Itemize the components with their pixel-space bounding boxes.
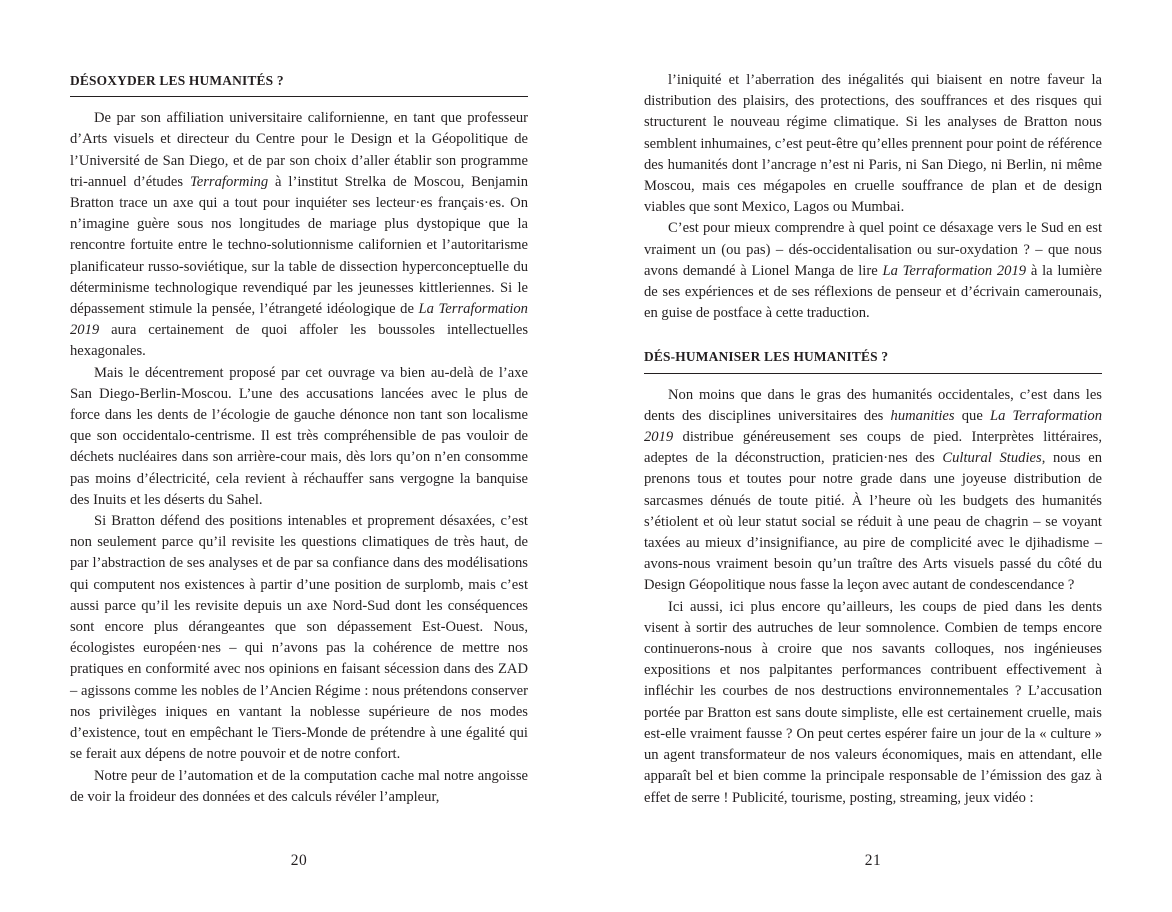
paragraph: C’est pour mieux comprendre à quel point ce désaxage vers le Sud en est vraiment un (ou pas) – dés-occidentalisation ou sur-oxydation ? – que nous avons demandé à Lionel Manga de lire La Terraformation 2019 à la lumière de ses expériences et de ses réflexions de penseur et d’écrivain camerounais, en guise de postface à cette traduction. — [644, 220, 1102, 322]
page-right — [586, 0, 1172, 912]
text-column-left — [70, 70, 528, 808]
paragraph: l’iniquité et l’aberration des inégalités qui biaisent en notre faveur la distribution des plaisirs, des protections, des souffrances et des risques qui structurent le nouveau régime climatique. Si les analyses de Bratton nous semblent inhumaines, c’est peut-être qu’elles prennent pour point de référence des humanités dont l’ancrage n’est ni Paris, ni San Diego, ni Berlin, ni même Moscou, mais ces mégapoles en cruelle souffrance de plan et de design viables que sont Mexico, Lagos ou Mumbai. — [644, 72, 1102, 216]
paragraph: Ici aussi, ici plus encore qu’ailleurs, les coups de pied dans les dents visent à sortir des autruches de leur somnolence. Combien de temps encore continuerons-nous à croire que nos savants colloques, nos ingénieuses expositions et nos palpitantes performances contribuent effectivement à infléchir les courbes de nos destructions environnementales ? L’accusation portée par Bratton est sans doute simpliste, elle est certainement cruelle, mais est-elle vraiment fausse ? On peut certes espérer faire un jour de la « culture » un agent transformateur de nos valeurs économiques, mais en attendant, elle apparaît bel et bien comme la principale responsable de l’émission des gaz à effet de serre ! Publicité, tourisme, posting, streaming, jeux vidéo : — [644, 598, 1102, 806]
paragraph: De par son affiliation universitaire californienne, en tant que professeur d’Arts visuels et directeur du Centre pour le Design et la Géopolitique de l’Université de San Diego, et de par son choix d’aller établir son programme tri-annuel d’études Terraforming à l’institut Strelka de Moscou, Benjamin Bratton trace un axe qui a tout pour inquiéter ses lecteur·es français·es. On n’imagine guère sous nos longitudes de mariage plus dystopique que la rencontre fortuite entre le techno-solutionnisme californien et l’autoritarisme planificateur russo-soviétique, sur la table de dissection hyperconceptuelle du déterminisme technologique revendiqué par les jeunesses kittleriennes. Si le dépassement stimule la pensée, l’étrangeté idéologique de La Terraformation 2019 aura certainement de quoi affoler les boussoles intellectuelles hexagonales. — [70, 110, 529, 360]
page-number-left: 20 — [290, 852, 308, 869]
section-heading-des-humaniser: DÉS-HUMANISER LES HUMANITÉS ? — [644, 346, 1102, 373]
paragraph: Notre peur de l’automation et de la computation cache mal notre angoisse de voir la froideur des données et des calculs révéler l’ampleur, — [70, 767, 528, 805]
paragraph: Si Bratton défend des positions intenables et proprement désaxées, c’est non seulement parce qu’il revisite les questions climatiques de très haut, de par l’abstraction de ses analyses et de par sa confiance dans des modélisations qui computent nos existences à partir d’une position de surplomb, mais c’est aussi parce qu’il les revisite depuis un axe Nord-Sud dont les conséquences sont encore plus dérangeantes que son dépassement Est-Ouest. Nous, écologistes européen·nes – qui n’avons pas la cohérence de mettre nos pratiques en conformité avec nos opinions en faisant sécession dans des ZAD – agissons comme les nobles de l’Ancien Régime : nous prétendons conserver nos privilèges iniques en vantant la noblesse supérieure de nos modes d’existence, tout en empêchant le Tiers-Monde de prétendre à une égalité qui se ferait aux dépens de notre pouvoir et de notre confort. — [70, 513, 528, 763]
paragraph: Mais le décentrement proposé par cet ouvrage va bien au-delà de l’axe San Diego-Berlin-Moscou. L’une des accusations lancées avec le plus de force dans les dents de l’écologie de gauche dénonce non tant son localisme que son occidentalo-centrisme. Il est très compréhensible de pas vouloir de déchets nucléaires dans son arrière-cour mais, dès lors qu’on n’en consomme pas moins d’électricité, cela revient à réchauffer sans vergogne la banquise des Inuits et les déserts du Sahel. — [70, 364, 528, 508]
section-heading-desoxyder: DÉSOXYDER LES HUMANITÉS ? — [70, 70, 528, 97]
text-column-right — [644, 70, 1102, 809]
page-number-right: 21 — [864, 852, 882, 869]
paragraph: Non moins que dans le gras des humanités occidentales, c’est dans les dents des disciplines universitaires des humanities que La Terraformation 2019 distribue généreusement ses coups de pied. Interprètes littéraires, adeptes de la déconstruction, praticien·nes des Cultural Studies, nous en prenons tous et toutes pour notre grade dans une joyeuse distribution de sarcasmes dénués de toute pitié. À l’heure où les budgets des humanités s’étiolent et où leur statut social se réduit à une peau de chagrin – se voyant taxées au mieux d’insignifiance, au pire de complicité avec le djihadisme – avons-nous vraiment besoin qu’un traître des Arts visuels passé du côté du Design Géopolitique nous fasse la leçon avec autant de condescendance ? — [644, 386, 1102, 594]
